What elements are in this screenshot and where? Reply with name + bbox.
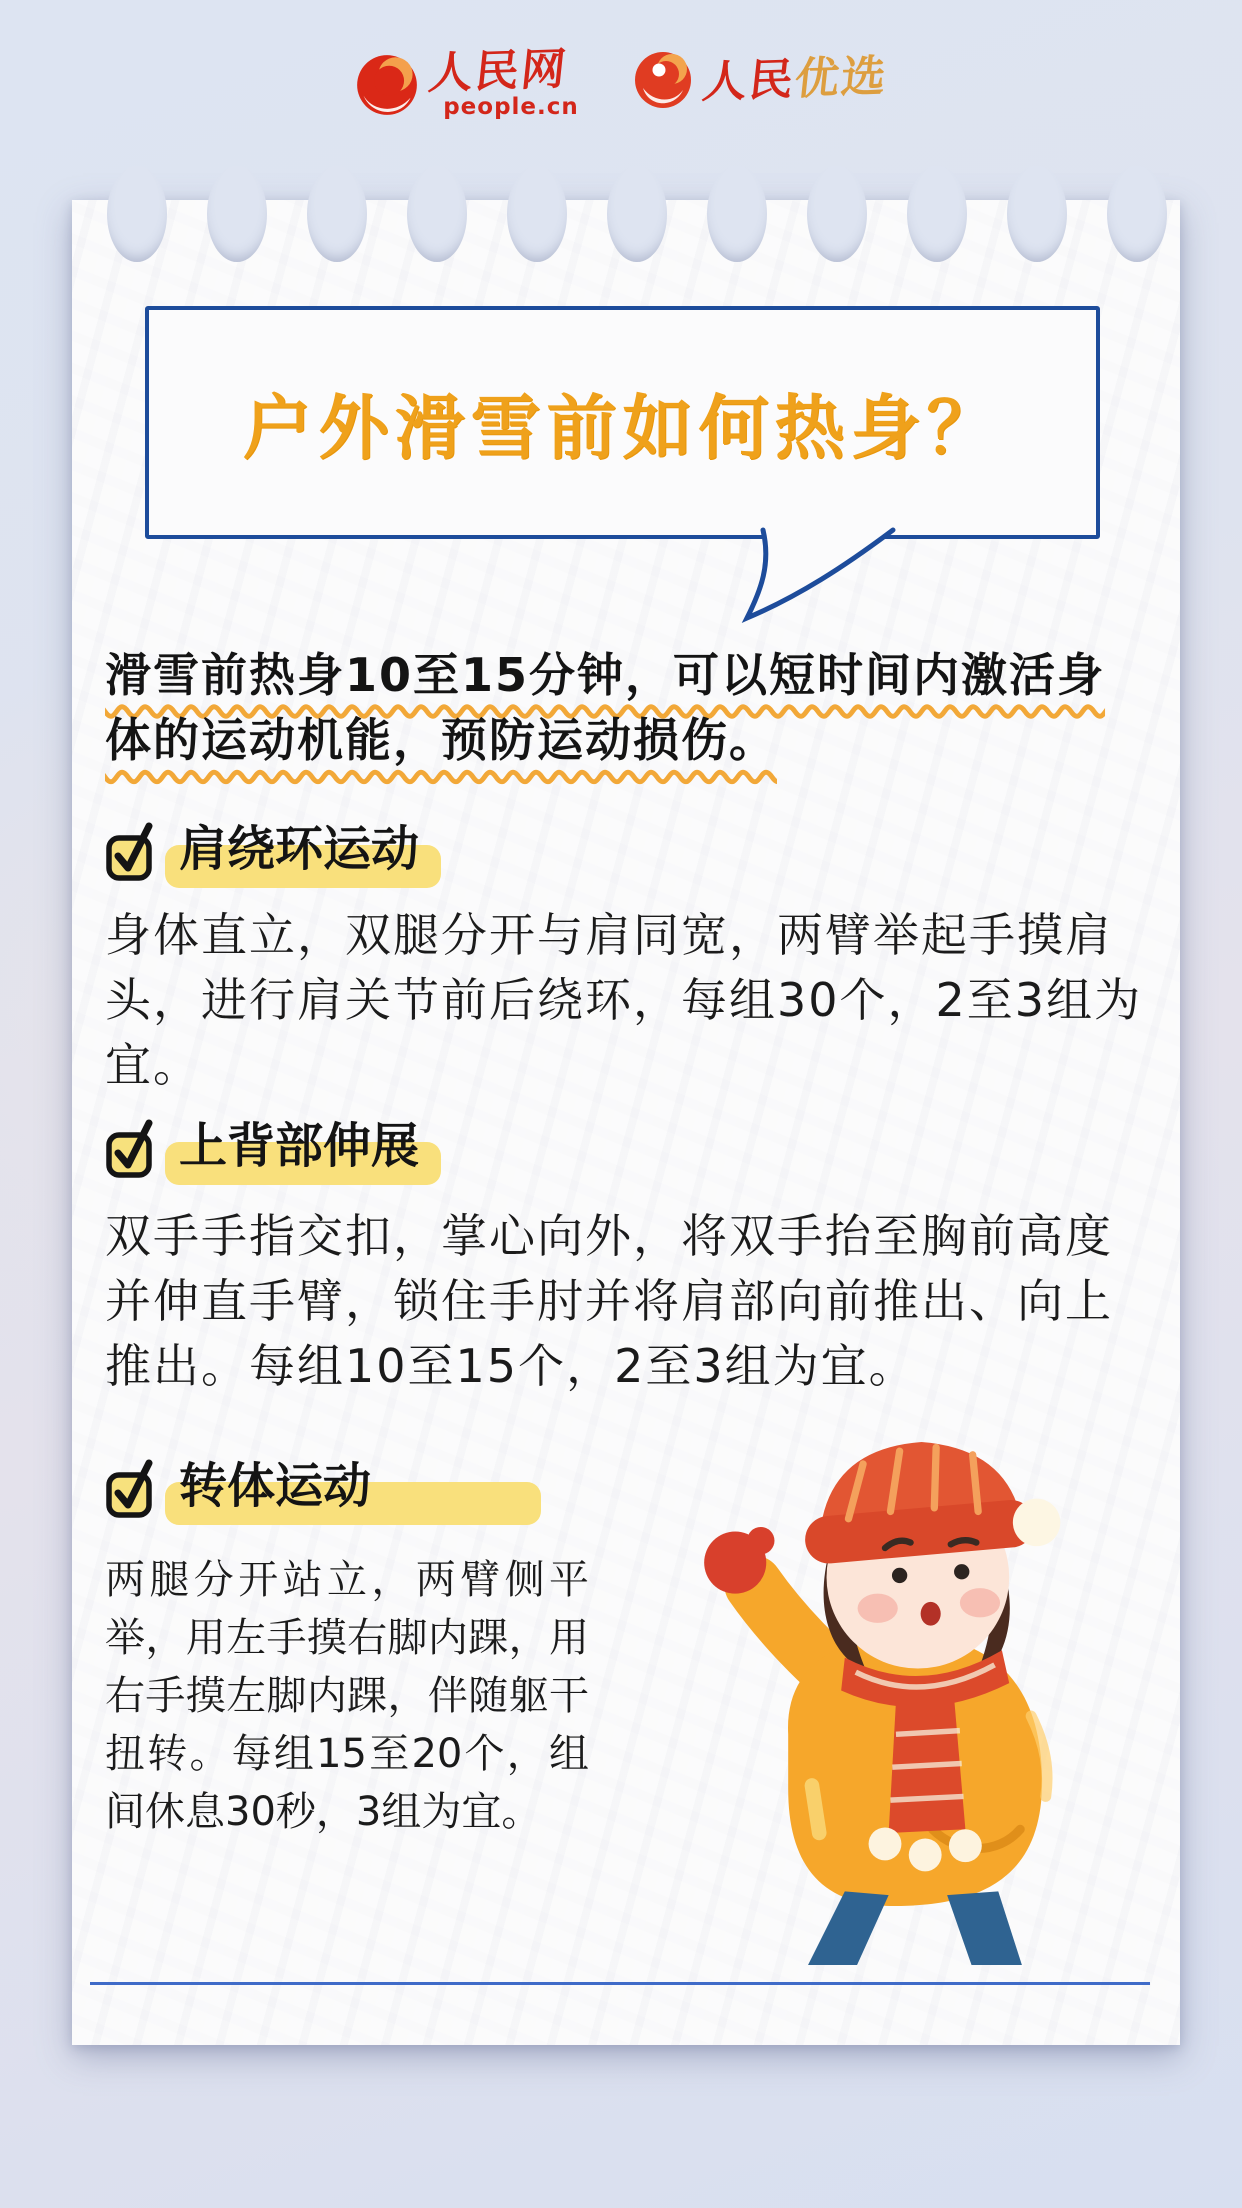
section-heading-rotation bbox=[105, 1457, 589, 1517]
section-heading-label: 肩绕环运动 bbox=[179, 820, 420, 877]
check-icon bbox=[105, 1457, 157, 1517]
speech-bubble-tail bbox=[745, 530, 895, 622]
torn-edge-notch bbox=[607, 166, 667, 262]
torn-edge-notch bbox=[707, 166, 767, 262]
paper-card bbox=[72, 200, 1180, 2045]
section-heading-label: 转体运动 bbox=[179, 1457, 372, 1514]
section-body: 双手手指交扣，掌心向外，将双手抬至胸前高度并伸直手臂，锁住手肘并将肩部向前推出、向上推出。每组10至15个，2至3组为宜。 bbox=[105, 1208, 1113, 1394]
torn-edge-notch bbox=[1007, 166, 1067, 262]
people-youxuan-logo-icon bbox=[633, 50, 693, 110]
torn-edge-notch bbox=[907, 166, 967, 262]
paper-content bbox=[72, 306, 1180, 1841]
footer-divider-line bbox=[90, 1982, 1150, 1985]
torn-edge-notch bbox=[807, 166, 867, 262]
intro-text: 滑雪前热身10至15分钟，可以短时间内激活身体的运动机能，预防运动损伤。 bbox=[105, 648, 1106, 768]
people-youxuan-name bbox=[699, 50, 890, 109]
people-cn-logo-text bbox=[426, 43, 579, 120]
torn-edge-notch bbox=[407, 166, 467, 262]
torn-edge-notch bbox=[207, 166, 267, 262]
people-cn-logo-icon bbox=[355, 53, 419, 117]
people-youxuan-name-gold: 优选 bbox=[792, 50, 890, 105]
people-cn-logo bbox=[355, 43, 579, 120]
section-body: 身体直立，双腿分开与肩同宽，两臂举起手摸肩头，进行肩关节前后绕环，每组30个，2至3组为宜。 bbox=[105, 907, 1143, 1093]
title-speech-bubble bbox=[145, 306, 1100, 539]
section-body: 两腿分开站立，两臂侧平举，用左手摸右脚内踝，用右手摸左脚内踝，伴随躯干扭转。每组15至20个，组间休息30秒，3组为宜。 bbox=[105, 1556, 589, 1835]
torn-edge-notch bbox=[1107, 166, 1167, 262]
check-icon bbox=[105, 820, 157, 880]
check-icon bbox=[105, 1117, 157, 1177]
section-heading-label: 上背部伸展 bbox=[179, 1117, 420, 1174]
section-heading-upper-back-stretch bbox=[105, 1117, 1147, 1177]
people-cn-domain: people.cn bbox=[443, 94, 579, 120]
section-heading-shoulder-circles bbox=[105, 820, 1147, 880]
child-illustration bbox=[611, 1405, 1159, 1965]
torn-edge-notch bbox=[307, 166, 367, 262]
people-youxuan-logo-text bbox=[699, 50, 890, 109]
header-logos bbox=[0, 43, 1242, 120]
torn-edge-notch bbox=[507, 166, 567, 262]
people-cn-name: 人民网 bbox=[426, 43, 571, 100]
people-youxuan-name-red: 人民 bbox=[699, 54, 798, 109]
page-title: 户外滑雪前如何热身？ bbox=[242, 387, 1003, 469]
people-youxuan-logo bbox=[633, 50, 890, 110]
section-rotation-exercise bbox=[105, 1457, 1147, 1841]
torn-edge-notch bbox=[107, 166, 167, 262]
